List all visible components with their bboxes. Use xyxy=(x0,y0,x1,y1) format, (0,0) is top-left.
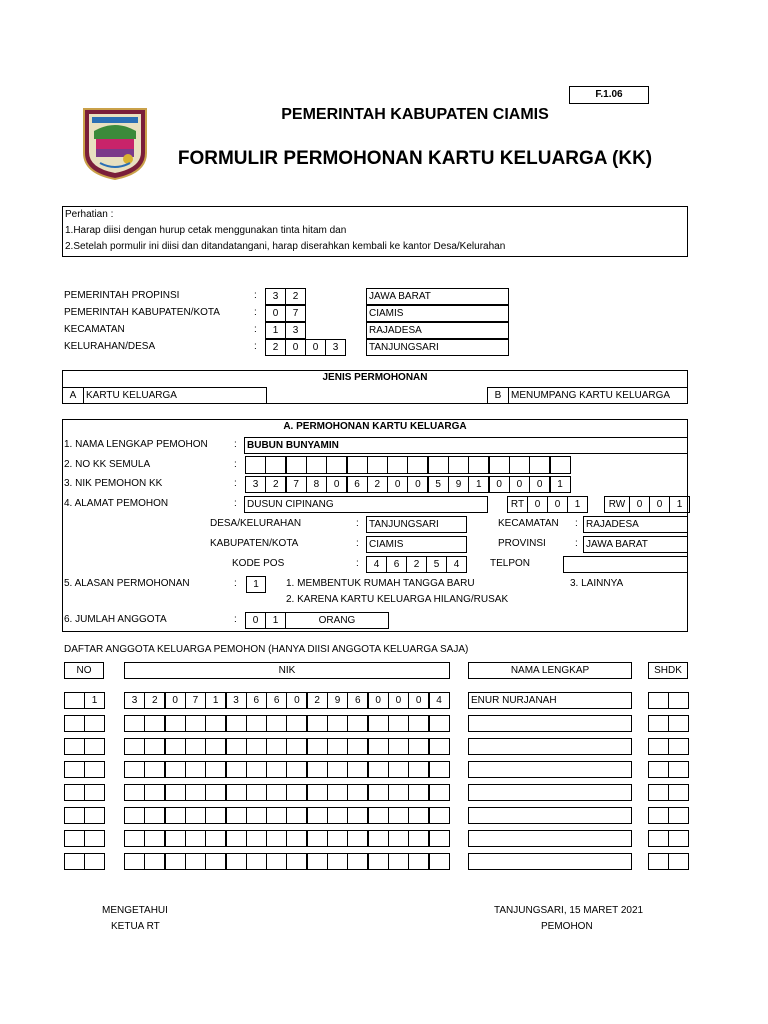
footer-mengetahui: MENGETAHUI xyxy=(102,905,168,916)
member-nik-cell[interactable] xyxy=(388,784,409,801)
member-nik-cell[interactable] xyxy=(368,784,389,801)
gov-title: PEMERINTAH KABUPATEN CIAMIS xyxy=(281,106,549,123)
member-nik-cell[interactable] xyxy=(368,761,389,778)
member-no-cell[interactable] xyxy=(64,830,85,847)
member-nik-cell[interactable] xyxy=(185,807,206,824)
region-digit-cell[interactable]: 7 xyxy=(285,305,306,322)
notice-heading: Perhatian : xyxy=(65,209,114,220)
desa-label: DESA/KELURAHAN xyxy=(210,518,302,529)
member-nama-field[interactable] xyxy=(468,807,632,824)
nik-label: 3. NIK PEMOHON KK xyxy=(64,478,163,489)
member-nik-cell[interactable]: 3 xyxy=(226,692,247,709)
member-nik-cell[interactable] xyxy=(286,784,307,801)
kabupaten-label: KABUPATEN/KOTA xyxy=(210,538,299,549)
nokk-digit-cell[interactable] xyxy=(387,456,408,474)
nik-digit-cell[interactable]: 3 xyxy=(245,476,266,493)
member-nik-cell[interactable] xyxy=(368,807,389,824)
member-nik-cell[interactable] xyxy=(246,715,267,732)
member-shdk-cell[interactable] xyxy=(648,784,669,801)
nokk-digit-cell[interactable] xyxy=(468,456,489,474)
member-nik-cell[interactable] xyxy=(185,715,206,732)
member-no-cell[interactable] xyxy=(64,761,85,778)
footer-ketua-rt: KETUA RT xyxy=(111,921,160,932)
colon: : xyxy=(575,538,578,549)
member-shdk-cell[interactable] xyxy=(668,784,689,801)
member-nik-cell[interactable] xyxy=(347,853,368,870)
kecamatan-label: KECAMATAN xyxy=(498,518,559,529)
member-shdk-cell[interactable] xyxy=(668,830,689,847)
member-nik-cell[interactable] xyxy=(124,807,145,824)
col-shdk-header: SHDK xyxy=(648,662,688,679)
member-nik-cell[interactable]: 1 xyxy=(205,692,226,709)
member-nik-cell[interactable] xyxy=(408,738,429,755)
member-nik-cell[interactable] xyxy=(165,738,186,755)
member-nik-cell[interactable] xyxy=(408,761,429,778)
nik-digit-cell[interactable]: 7 xyxy=(286,476,307,493)
jumlah-digit-cell[interactable]: 1 xyxy=(265,612,286,629)
member-nik-cell[interactable]: 7 xyxy=(185,692,206,709)
colon: : xyxy=(356,518,359,529)
member-nik-cell[interactable] xyxy=(368,853,389,870)
member-shdk-cell[interactable] xyxy=(648,830,669,847)
nokk-digit-cell[interactable] xyxy=(306,456,327,474)
region-digit-cell[interactable]: 0 xyxy=(305,339,326,356)
member-shdk-cell[interactable] xyxy=(648,715,669,732)
region-label: KECAMATAN xyxy=(64,324,125,335)
member-nik-cell[interactable] xyxy=(429,715,450,732)
nik-digit-cell[interactable]: 0 xyxy=(489,476,510,493)
member-nik-cell[interactable] xyxy=(408,830,429,847)
member-nik-cell[interactable]: 3 xyxy=(124,692,145,709)
rt-digit-cell[interactable]: 0 xyxy=(547,496,568,513)
member-nik-cell[interactable] xyxy=(266,807,287,824)
member-nik-cell[interactable]: 6 xyxy=(347,692,368,709)
member-nik-cell[interactable] xyxy=(226,853,247,870)
nik-digit-cell[interactable]: 0 xyxy=(509,476,530,493)
member-nik-cell[interactable] xyxy=(388,830,409,847)
jumlah-digit-cell[interactable]: 0 xyxy=(245,612,266,629)
member-nik-cell[interactable] xyxy=(246,853,267,870)
members-title: DAFTAR ANGGOTA KELUARGA PEMOHON (HANYA DIISI ANGGOTA KELUARGA SAJA) xyxy=(64,644,469,655)
member-nik-cell[interactable] xyxy=(368,830,389,847)
region-name-field[interactable]: RAJADESA xyxy=(366,322,509,339)
member-nik-cell[interactable] xyxy=(144,830,165,847)
member-nik-cell[interactable] xyxy=(205,784,226,801)
member-nik-cell[interactable] xyxy=(124,761,145,778)
notice-box xyxy=(62,206,688,257)
nokk-digit-cell[interactable] xyxy=(489,456,510,474)
jenis-a-code[interactable]: A xyxy=(62,387,84,404)
nokk-digit-cell[interactable] xyxy=(448,456,469,474)
member-nik-cell[interactable] xyxy=(185,738,206,755)
colon: : xyxy=(356,538,359,549)
member-nik-cell[interactable] xyxy=(124,715,145,732)
member-nik-cell[interactable] xyxy=(327,853,348,870)
member-no-cell[interactable] xyxy=(64,715,85,732)
member-nik-cell[interactable] xyxy=(185,784,206,801)
member-shdk-cell[interactable] xyxy=(648,807,669,824)
member-nik-cell[interactable] xyxy=(144,738,165,755)
alamat-label: 4. ALAMAT PEMOHON xyxy=(64,498,169,509)
member-nik-cell[interactable] xyxy=(327,807,348,824)
alamat-field[interactable]: DUSUN CIPINANG xyxy=(244,496,488,513)
kodepos-digit-cell[interactable]: 6 xyxy=(386,556,407,573)
member-nik-cell[interactable] xyxy=(165,715,186,732)
rt-label: RT xyxy=(507,496,528,513)
member-nik-cell[interactable] xyxy=(307,784,328,801)
region-name-field[interactable]: CIAMIS xyxy=(366,305,509,322)
member-nik-cell[interactable] xyxy=(246,761,267,778)
member-shdk-cell[interactable] xyxy=(648,853,669,870)
footer-place-date: TANJUNGSARI, 15 MARET 2021 xyxy=(494,905,644,916)
member-shdk-cell[interactable] xyxy=(668,853,689,870)
member-nik-cell[interactable] xyxy=(388,761,409,778)
member-nik-cell[interactable] xyxy=(388,738,409,755)
member-nik-cell[interactable]: 9 xyxy=(327,692,348,709)
nokk-digit-cell[interactable] xyxy=(407,456,428,474)
member-nik-cell[interactable] xyxy=(144,761,165,778)
member-nama-field[interactable] xyxy=(468,784,632,801)
member-nik-cell[interactable]: 0 xyxy=(165,692,186,709)
member-nik-cell[interactable] xyxy=(124,738,145,755)
member-nik-cell[interactable] xyxy=(429,853,450,870)
member-nik-cell[interactable] xyxy=(205,807,226,824)
member-nik-cell[interactable]: 0 xyxy=(368,692,389,709)
kodepos-digit-cell[interactable]: 4 xyxy=(446,556,467,573)
member-nik-cell[interactable]: 6 xyxy=(266,692,287,709)
member-nik-cell[interactable] xyxy=(408,853,429,870)
colon: : xyxy=(356,558,359,569)
member-no-cell[interactable] xyxy=(64,692,85,709)
member-nik-cell[interactable] xyxy=(165,761,186,778)
member-nik-cell[interactable] xyxy=(226,738,247,755)
nik-digit-cell[interactable]: 6 xyxy=(347,476,368,493)
region-label: PEMERINTAH KABUPATEN/KOTA xyxy=(64,307,220,318)
nik-digit-cell[interactable]: 1 xyxy=(468,476,489,493)
nik-digit-cell[interactable]: 0 xyxy=(407,476,428,493)
nokk-digit-cell[interactable] xyxy=(286,456,307,474)
member-nik-cell[interactable] xyxy=(165,853,186,870)
member-nik-cell[interactable] xyxy=(144,784,165,801)
member-nik-cell[interactable] xyxy=(165,784,186,801)
region-digit-cell[interactable]: 3 xyxy=(325,339,346,356)
member-nik-cell[interactable] xyxy=(327,784,348,801)
member-nik-cell[interactable] xyxy=(205,853,226,870)
member-nik-cell[interactable] xyxy=(347,807,368,824)
nokk-digit-cell[interactable] xyxy=(347,456,368,474)
member-nik-cell[interactable] xyxy=(307,853,328,870)
member-nik-cell[interactable] xyxy=(388,853,409,870)
nik-digit-cell[interactable]: 0 xyxy=(326,476,347,493)
member-nik-cell[interactable] xyxy=(408,784,429,801)
nokk-digit-cell[interactable] xyxy=(326,456,347,474)
member-no-cell[interactable] xyxy=(84,807,105,824)
alasan-label: 5. ALASAN PERMOHONAN xyxy=(64,578,190,589)
member-nama-field[interactable] xyxy=(468,830,632,847)
member-nik-cell[interactable] xyxy=(347,761,368,778)
rw-digit-cell[interactable]: 0 xyxy=(649,496,670,513)
member-nik-cell[interactable]: 0 xyxy=(408,692,429,709)
member-nik-cell[interactable] xyxy=(286,807,307,824)
member-nik-cell[interactable] xyxy=(307,761,328,778)
member-nik-cell[interactable] xyxy=(286,738,307,755)
member-nik-cell[interactable] xyxy=(286,830,307,847)
member-nik-cell[interactable] xyxy=(408,807,429,824)
member-nik-cell[interactable] xyxy=(347,738,368,755)
member-nik-cell[interactable] xyxy=(165,807,186,824)
member-nik-cell[interactable] xyxy=(246,830,267,847)
member-nik-cell[interactable] xyxy=(307,830,328,847)
member-nik-cell[interactable] xyxy=(429,784,450,801)
col-nama-header: NAMA LENGKAP xyxy=(468,662,632,679)
region-label: KELURAHAN/DESA xyxy=(64,341,156,352)
region-name-field[interactable]: JAWA BARAT xyxy=(366,288,509,305)
rt-digit-cell[interactable]: 0 xyxy=(527,496,548,513)
ciamis-logo xyxy=(80,105,150,181)
alasan-option-1: 1. MEMBENTUK RUMAH TANGGA BARU xyxy=(286,578,475,589)
nik-digit-cell[interactable]: 0 xyxy=(529,476,550,493)
member-nik-cell[interactable] xyxy=(388,807,409,824)
member-nik-cell[interactable] xyxy=(307,715,328,732)
rw-digit-cell[interactable]: 0 xyxy=(629,496,650,513)
alasan-value-cell[interactable]: 1 xyxy=(246,576,266,593)
provinsi-label: PROVINSI xyxy=(498,538,546,549)
member-nama-field[interactable] xyxy=(468,761,632,778)
colon: : xyxy=(234,439,237,450)
form-code: F.1.06 xyxy=(569,86,649,104)
member-nik-cell[interactable] xyxy=(205,761,226,778)
member-no-cell[interactable] xyxy=(84,715,105,732)
colon: : xyxy=(234,478,237,489)
member-shdk-cell[interactable] xyxy=(668,738,689,755)
nokk-digit-cell[interactable] xyxy=(550,456,571,474)
member-nik-cell[interactable] xyxy=(246,738,267,755)
jumlah-label: 6. JUMLAH ANGGOTA xyxy=(64,614,167,625)
member-nik-cell[interactable] xyxy=(286,761,307,778)
jenis-title: JENIS PERMOHONAN xyxy=(322,372,428,383)
member-no-cell[interactable] xyxy=(84,853,105,870)
rw-digit-cell[interactable]: 1 xyxy=(669,496,690,513)
nama-field[interactable]: BUBUN BUNYAMIN xyxy=(244,437,688,454)
region-name-field[interactable]: TANJUNGSARI xyxy=(366,339,509,356)
member-nik-cell[interactable]: 4 xyxy=(429,692,450,709)
member-nik-cell[interactable] xyxy=(368,738,389,755)
member-no-cell[interactable] xyxy=(84,784,105,801)
footer-pemohon: PEMOHON xyxy=(541,921,593,932)
region-label: PEMERINTAH PROPINSI xyxy=(64,290,180,301)
colon: : xyxy=(234,459,237,470)
member-nik-cell[interactable]: 6 xyxy=(246,692,267,709)
member-nik-cell[interactable] xyxy=(185,761,206,778)
member-nik-cell[interactable] xyxy=(144,853,165,870)
member-nik-cell[interactable] xyxy=(429,738,450,755)
member-nik-cell[interactable]: 2 xyxy=(144,692,165,709)
member-nik-cell[interactable] xyxy=(266,715,287,732)
member-nik-cell[interactable] xyxy=(327,715,348,732)
col-nik-header: NIK xyxy=(124,662,450,679)
colon: : xyxy=(575,518,578,529)
member-nik-cell[interactable] xyxy=(327,738,348,755)
notice-line-1: 1.Harap diisi dengan hurup cetak menggunakan tinta hitam dan xyxy=(65,225,347,236)
form-title: FORMULIR PERMOHONAN KARTU KELUARGA (KK) xyxy=(177,148,653,169)
nokk-label: 2. NO KK SEMULA xyxy=(64,459,151,470)
kodepos-digit-cell[interactable]: 5 xyxy=(426,556,447,573)
member-shdk-cell[interactable] xyxy=(648,761,669,778)
member-no-cell[interactable] xyxy=(64,807,85,824)
notice-line-2: 2.Setelah pormulir ini diisi dan ditandatangani, harap diserahkan kembali ke kantor Desa/Kelurahan xyxy=(65,241,506,252)
member-nik-cell[interactable]: 2 xyxy=(307,692,328,709)
provinsi-field[interactable]: JAWA BARAT xyxy=(583,536,688,553)
kodepos-label: KODE POS xyxy=(232,558,285,569)
kodepos-digit-cell[interactable]: 4 xyxy=(366,556,387,573)
alasan-option-3: 3. LAINNYA xyxy=(570,578,624,589)
colon: : xyxy=(234,498,237,509)
member-nik-cell[interactable] xyxy=(347,830,368,847)
nik-digit-cell[interactable]: 2 xyxy=(265,476,286,493)
region-digit-cell[interactable]: 0 xyxy=(265,305,286,322)
member-nik-cell[interactable] xyxy=(266,784,287,801)
nik-digit-cell[interactable]: 8 xyxy=(306,476,327,493)
nik-digit-cell[interactable]: 1 xyxy=(550,476,571,493)
member-nik-cell[interactable] xyxy=(429,761,450,778)
nik-digit-cell[interactable]: 5 xyxy=(428,476,449,493)
member-no-cell[interactable] xyxy=(64,853,85,870)
colon: : xyxy=(234,614,237,625)
colon: : xyxy=(254,324,257,335)
kabupaten-field[interactable]: CIAMIS xyxy=(366,536,467,553)
telpon-field[interactable] xyxy=(563,556,688,573)
nokk-digit-cell[interactable] xyxy=(529,456,550,474)
member-nik-cell[interactable] xyxy=(429,807,450,824)
member-nik-cell[interactable] xyxy=(246,807,267,824)
member-nik-cell[interactable] xyxy=(124,853,145,870)
nokk-digit-cell[interactable] xyxy=(367,456,388,474)
member-nik-cell[interactable]: 0 xyxy=(286,692,307,709)
member-nik-cell[interactable] xyxy=(307,807,328,824)
member-nik-cell[interactable] xyxy=(327,830,348,847)
nik-digit-cell[interactable]: 0 xyxy=(387,476,408,493)
member-shdk-cell[interactable] xyxy=(668,761,689,778)
jenis-b-code[interactable]: B xyxy=(487,387,509,404)
nokk-digit-cell[interactable] xyxy=(245,456,266,474)
colon: : xyxy=(254,307,257,318)
member-shdk-cell[interactable] xyxy=(648,738,669,755)
region-digit-cell[interactable]: 3 xyxy=(265,288,286,305)
member-nama-field[interactable] xyxy=(468,853,632,870)
member-nik-cell[interactable] xyxy=(307,738,328,755)
member-nik-cell[interactable] xyxy=(286,715,307,732)
member-nik-cell[interactable] xyxy=(429,830,450,847)
member-nik-cell[interactable] xyxy=(226,784,247,801)
member-nik-cell[interactable] xyxy=(246,784,267,801)
jenis-b-label[interactable]: MENUMPANG KARTU KELUARGA xyxy=(508,387,688,404)
member-nik-cell[interactable] xyxy=(226,715,247,732)
member-nik-cell[interactable] xyxy=(368,715,389,732)
kodepos-digit-cell[interactable]: 2 xyxy=(406,556,427,573)
nama-label: 1. NAMA LENGKAP PEMOHON xyxy=(64,439,208,450)
member-nik-cell[interactable] xyxy=(185,853,206,870)
section-a-title: A. PERMOHONAN KARTU KELUARGA xyxy=(283,421,467,432)
jenis-a-label[interactable]: KARTU KELUARGA xyxy=(83,387,267,404)
member-nik-cell[interactable] xyxy=(266,761,287,778)
member-shdk-cell[interactable] xyxy=(648,692,669,709)
nik-digit-cell[interactable]: 2 xyxy=(367,476,388,493)
member-nik-cell[interactable] xyxy=(286,853,307,870)
region-digit-cell[interactable]: 3 xyxy=(285,322,306,339)
member-nik-cell[interactable] xyxy=(266,830,287,847)
member-nik-cell[interactable] xyxy=(226,830,247,847)
region-digit-cell[interactable]: 2 xyxy=(265,339,286,356)
member-nik-cell[interactable] xyxy=(144,715,165,732)
colon: : xyxy=(254,341,257,352)
member-no-cell[interactable] xyxy=(84,738,105,755)
member-no-cell[interactable] xyxy=(84,761,105,778)
member-nik-cell[interactable] xyxy=(388,715,409,732)
colon: : xyxy=(254,290,257,301)
kecamatan-field[interactable]: RAJADESA xyxy=(583,516,688,533)
col-no-header: NO xyxy=(64,662,104,679)
alasan-option-2: 2. KARENA KARTU KELUARGA HILANG/RUSAK xyxy=(286,594,509,605)
nokk-digit-cell[interactable] xyxy=(509,456,530,474)
nokk-digit-cell[interactable] xyxy=(265,456,286,474)
rt-digit-cell[interactable]: 1 xyxy=(567,496,588,513)
member-nik-cell[interactable] xyxy=(205,830,226,847)
member-nik-cell[interactable] xyxy=(205,738,226,755)
member-no-cell[interactable]: 1 xyxy=(84,692,105,709)
member-no-cell[interactable] xyxy=(84,830,105,847)
member-nik-cell[interactable] xyxy=(266,738,287,755)
member-nik-cell[interactable] xyxy=(226,761,247,778)
member-nik-cell[interactable] xyxy=(205,715,226,732)
member-nik-cell[interactable] xyxy=(327,761,348,778)
member-nik-cell[interactable] xyxy=(165,830,186,847)
region-digit-cell[interactable]: 2 xyxy=(285,288,306,305)
member-no-cell[interactable] xyxy=(64,738,85,755)
member-nik-cell[interactable] xyxy=(144,807,165,824)
member-nik-cell[interactable] xyxy=(347,784,368,801)
member-nik-cell[interactable] xyxy=(124,830,145,847)
member-nama-field[interactable] xyxy=(468,738,632,755)
jumlah-unit: ORANG xyxy=(285,612,389,629)
member-shdk-cell[interactable] xyxy=(668,807,689,824)
member-nik-cell[interactable] xyxy=(408,715,429,732)
region-digit-cell[interactable]: 1 xyxy=(265,322,286,339)
member-nama-field[interactable] xyxy=(468,715,632,732)
member-no-cell[interactable] xyxy=(64,784,85,801)
desa-field[interactable]: TANJUNGSARI xyxy=(366,516,467,533)
member-shdk-cell[interactable] xyxy=(668,715,689,732)
region-digit-cell[interactable]: 0 xyxy=(285,339,306,356)
telpon-label: TELPON xyxy=(490,558,531,569)
rw-label: RW xyxy=(604,496,630,513)
colon: : xyxy=(234,578,237,589)
member-nik-cell[interactable] xyxy=(226,807,247,824)
nokk-digit-cell[interactable] xyxy=(428,456,449,474)
member-nik-cell[interactable] xyxy=(185,830,206,847)
nik-digit-cell[interactable]: 9 xyxy=(448,476,469,493)
member-nik-cell[interactable] xyxy=(347,715,368,732)
member-nik-cell[interactable]: 0 xyxy=(388,692,409,709)
member-shdk-cell[interactable] xyxy=(668,692,689,709)
member-nik-cell[interactable] xyxy=(266,853,287,870)
member-nik-cell[interactable] xyxy=(124,784,145,801)
member-nama-field[interactable]: ENUR NURJANAH xyxy=(468,692,632,709)
